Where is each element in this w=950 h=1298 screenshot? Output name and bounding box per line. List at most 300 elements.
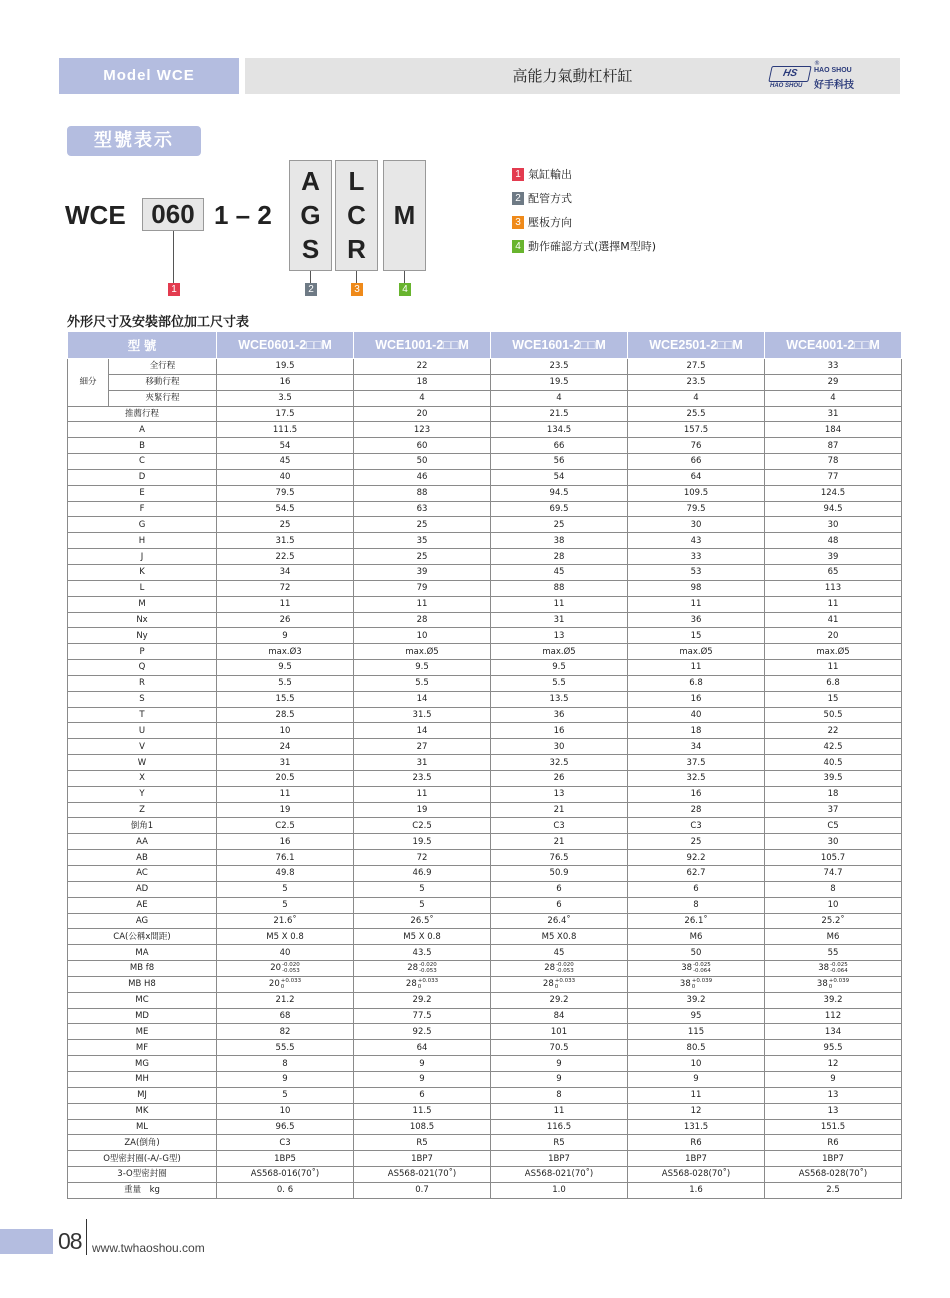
tolerance [281, 978, 301, 990]
cell-value: 28 [405, 979, 417, 990]
table-cell: 27.5 [628, 359, 765, 375]
row-label: E [68, 485, 217, 501]
table-cell: 95 [628, 1008, 765, 1024]
row-label: F [68, 501, 217, 517]
table-cell: 101 [491, 1024, 628, 1040]
table-cell: 68 [217, 1008, 354, 1024]
table-cell: 31.5 [217, 533, 354, 549]
table-cell: 134.5 [491, 422, 628, 438]
table-cell: 5 [354, 897, 491, 913]
table-cell: 19.5 [217, 359, 354, 375]
tolerance-upper: -0.020 [556, 961, 574, 968]
table-cell: 20 [354, 406, 491, 422]
table-cell: 50.9 [491, 866, 628, 882]
table-cell: 34 [217, 564, 354, 580]
table-cell: 79 [354, 580, 491, 596]
table-row [68, 596, 902, 612]
cell-value: 38 [816, 979, 828, 990]
table-cell: 98 [628, 580, 765, 596]
table-cell: 16 [217, 834, 354, 850]
tolerance-lower: 0 [828, 983, 833, 990]
table-cell: 50 [354, 454, 491, 470]
row-label: AD [68, 881, 217, 897]
table-cell: 33 [765, 359, 902, 375]
table-cell: 25.2˚ [765, 913, 902, 929]
table-cell: 39 [765, 549, 902, 565]
row-label: Y [68, 786, 217, 802]
table-cell: M6 [765, 929, 902, 945]
row-label: MG [68, 1056, 217, 1072]
table-cell: 10 [628, 1056, 765, 1072]
table-cell: 15 [628, 628, 765, 644]
table-cell: 82 [217, 1024, 354, 1040]
table-cell: 30 [765, 517, 902, 533]
table-cell: 25 [491, 517, 628, 533]
table-row [68, 802, 902, 818]
table-header-row [68, 332, 902, 359]
table-row [68, 390, 902, 406]
table-cell: 1BP7 [628, 1151, 765, 1167]
table-cell: 14 [354, 723, 491, 739]
table-row [68, 1151, 902, 1167]
table-cell: C3 [628, 818, 765, 834]
table-cell [354, 976, 491, 992]
table-row [68, 564, 902, 580]
logo-english-name: HAO SHOU [814, 67, 852, 74]
table-cell: 111.5 [217, 422, 354, 438]
row-label: W [68, 755, 217, 771]
tolerance [693, 962, 711, 974]
table-cell: 45 [491, 945, 628, 961]
row-label: M [68, 596, 217, 612]
table-row [68, 1008, 902, 1024]
cell-value: 28 [542, 979, 554, 990]
table-cell: 54 [217, 438, 354, 454]
table-cell: 11 [217, 596, 354, 612]
table-cell: 23.5 [628, 374, 765, 390]
table-cell: 11 [217, 786, 354, 802]
table-cell: 11 [765, 660, 902, 676]
table-cell: 53 [628, 564, 765, 580]
table-cell: 30 [491, 739, 628, 755]
table-cell: 37 [765, 802, 902, 818]
legend-text: 配管方式 [528, 192, 572, 205]
row-label: MA [68, 945, 217, 961]
table-cell: 64 [628, 469, 765, 485]
table-row [68, 660, 902, 676]
code-mid: 1 – 2 [214, 200, 272, 230]
table-row [68, 866, 902, 882]
row-label: V [68, 739, 217, 755]
table-row [68, 533, 902, 549]
table-cell: 6 [628, 881, 765, 897]
row-label: 推薦行程 [68, 406, 217, 422]
table-cell: 151.5 [765, 1119, 902, 1135]
table-cell: 37.5 [628, 755, 765, 771]
table-cell: 92.2 [628, 850, 765, 866]
table-cell: 4 [491, 390, 628, 406]
table-row [68, 374, 902, 390]
table-row [68, 1087, 902, 1103]
table-cell: 8 [217, 1056, 354, 1072]
tolerance-lower: -0.064 [830, 967, 848, 974]
table-cell: 9 [354, 1056, 491, 1072]
table-cell: 94.5 [491, 485, 628, 501]
badge-2: 2 [305, 283, 317, 296]
table-row [68, 1071, 902, 1087]
table-cell: 88 [491, 580, 628, 596]
table-cell: 77.5 [354, 1008, 491, 1024]
table-row [68, 485, 902, 501]
table-title: 外形尺寸及安裝部位加工尺寸表 [67, 315, 250, 330]
table-cell: 79.5 [217, 485, 354, 501]
table-cell: 5 [217, 881, 354, 897]
row-label: O型密封圈(-A/-G型) [68, 1151, 217, 1167]
table-cell: 32.5 [628, 770, 765, 786]
legend-badge: 3 [512, 216, 524, 229]
table-row [68, 422, 902, 438]
table-cell: 12 [628, 1103, 765, 1119]
table-row [68, 707, 902, 723]
page-number: 08 [58, 1228, 82, 1254]
table-cell: 16 [628, 786, 765, 802]
table-cell: 21.6˚ [217, 913, 354, 929]
table-cell: 88 [354, 485, 491, 501]
table-cell: R5 [354, 1135, 491, 1151]
row-label: MH [68, 1071, 217, 1087]
table-cell: 0.7 [354, 1182, 491, 1198]
tolerance [830, 962, 848, 974]
table-cell: 29.2 [354, 992, 491, 1008]
table-cell: 54 [491, 469, 628, 485]
table-row [68, 818, 902, 834]
table-cell: 15 [765, 691, 902, 707]
option-letter: C [347, 200, 366, 230]
table-cell: max.Ø5 [354, 644, 491, 660]
legend-text: 氣缸輸出 [528, 168, 572, 181]
table-row [68, 612, 902, 628]
table-cell: 22.5 [217, 549, 354, 565]
table-cell: 13.5 [491, 691, 628, 707]
table-cell: 14 [354, 691, 491, 707]
table-cell: 22 [765, 723, 902, 739]
table-cell: AS568-016(70˚) [217, 1167, 354, 1183]
tolerance-upper: +0.033 [417, 977, 439, 984]
table-row [68, 1135, 902, 1151]
table-cell: 19 [354, 802, 491, 818]
table-row [68, 992, 902, 1008]
cell-value: 20 [270, 963, 282, 974]
tolerance-upper: -0.020 [419, 961, 437, 968]
table-cell: M5 X 0.8 [217, 929, 354, 945]
table-cell: max.Ø5 [628, 644, 765, 660]
table-row [68, 1182, 902, 1198]
table-cell [765, 976, 902, 992]
table-row [68, 1119, 902, 1135]
table-cell: 45 [491, 564, 628, 580]
row-label: 移動行程 [109, 374, 217, 390]
table-cell: 131.5 [628, 1119, 765, 1135]
row-label: 重量 kg [68, 1182, 217, 1198]
table-cell: C2.5 [354, 818, 491, 834]
table-cell: 64 [354, 1040, 491, 1056]
header-model: WCE4001-2□□M [765, 332, 902, 359]
option-letter: S [301, 234, 320, 264]
table-cell: 26.5˚ [354, 913, 491, 929]
table-cell [491, 961, 628, 977]
table-cell: C2.5 [217, 818, 354, 834]
logo-subtext: HAO SHOU [770, 83, 803, 89]
table-cell: 35 [354, 533, 491, 549]
table-cell: M5 X0.8 [491, 929, 628, 945]
row-label: MF [68, 1040, 217, 1056]
tolerance-lower: -0.053 [419, 967, 437, 974]
table-cell: AS568-028(70˚) [628, 1167, 765, 1183]
table-row [68, 406, 902, 422]
table-cell: 76.5 [491, 850, 628, 866]
table-cell: 19 [217, 802, 354, 818]
table-cell: 9.5 [354, 660, 491, 676]
table-cell: 8 [491, 1087, 628, 1103]
table-cell: 60 [354, 438, 491, 454]
table-cell: 9 [217, 628, 354, 644]
footer-divider [86, 1219, 87, 1255]
table-row [68, 929, 902, 945]
table-cell: 6 [354, 1087, 491, 1103]
tolerance-upper: +0.039 [691, 977, 713, 984]
table-row [68, 691, 902, 707]
table-cell: 62.7 [628, 866, 765, 882]
table-cell: 16 [491, 723, 628, 739]
table-cell [354, 961, 491, 977]
header-model: WCE0601-2□□M [217, 332, 354, 359]
table-cell: 95.5 [765, 1040, 902, 1056]
tolerance-upper: -0.025 [693, 961, 711, 968]
table-cell: 123 [354, 422, 491, 438]
table-cell: C3 [217, 1135, 354, 1151]
table-cell: 31.5 [354, 707, 491, 723]
option-column-sensor [383, 160, 426, 271]
table-cell: 15.5 [217, 691, 354, 707]
table-cell: 18 [765, 786, 902, 802]
tolerance [556, 962, 574, 974]
table-cell: M5 X 0.8 [354, 929, 491, 945]
table-cell: 11 [628, 1087, 765, 1103]
table-cell: 16 [217, 374, 354, 390]
table-cell: 26.4˚ [491, 913, 628, 929]
tolerance-lower: 0 [280, 983, 285, 990]
table-cell: 28.5 [217, 707, 354, 723]
table-cell [628, 961, 765, 977]
badge-3: 3 [351, 283, 363, 296]
table-cell: 77 [765, 469, 902, 485]
table-cell: 6 [491, 881, 628, 897]
option-column-port [335, 160, 378, 271]
row-label: Q [68, 660, 217, 676]
table-cell: 41 [765, 612, 902, 628]
row-label: ZA(倒角) [68, 1135, 217, 1151]
table-cell: 84 [491, 1008, 628, 1024]
table-cell: 94.5 [765, 501, 902, 517]
table-cell: 29 [765, 374, 902, 390]
tolerance-lower: 0 [691, 983, 696, 990]
table-row [68, 739, 902, 755]
row-label: G [68, 517, 217, 533]
table-cell: 11 [491, 596, 628, 612]
table-cell: 13 [491, 628, 628, 644]
table-cell: 56 [491, 454, 628, 470]
table-cell: 124.5 [765, 485, 902, 501]
table-cell: 1.6 [628, 1182, 765, 1198]
table-cell: 69.5 [491, 501, 628, 517]
table-cell: 3.5 [217, 390, 354, 406]
row-label: Ny [68, 628, 217, 644]
table-cell: 10 [217, 1103, 354, 1119]
tolerance-lower: -0.053 [282, 967, 300, 974]
table-cell: 18 [354, 374, 491, 390]
table-cell: 30 [628, 517, 765, 533]
row-label: 倒角1 [68, 818, 217, 834]
table-cell: 39 [354, 564, 491, 580]
tolerance-lower: -0.053 [556, 967, 574, 974]
table-cell: 48 [765, 533, 902, 549]
table-row [68, 628, 902, 644]
row-label: U [68, 723, 217, 739]
table-cell: 11 [628, 596, 765, 612]
header-bar [245, 58, 900, 94]
page-title: 高能力氣動杠杆缸 [512, 67, 633, 85]
row-label: S [68, 691, 217, 707]
table-row [68, 1040, 902, 1056]
tolerance [829, 978, 849, 990]
table-cell: 112 [765, 1008, 902, 1024]
tolerance-lower: -0.064 [693, 967, 711, 974]
row-label: L [68, 580, 217, 596]
table-row [68, 580, 902, 596]
table-cell: 20.5 [217, 770, 354, 786]
table-cell: 25 [354, 517, 491, 533]
table-row [68, 850, 902, 866]
table-cell: 72 [354, 850, 491, 866]
table-cell: AS568-028(70˚) [765, 1167, 902, 1183]
table-cell: 108.5 [354, 1119, 491, 1135]
table-row [68, 786, 902, 802]
table-cell: 55.5 [217, 1040, 354, 1056]
table-cell: C5 [765, 818, 902, 834]
table-cell: max.Ø5 [491, 644, 628, 660]
table-cell: 40 [217, 469, 354, 485]
table-cell: 55 [765, 945, 902, 961]
table-cell: 2.5 [765, 1182, 902, 1198]
tolerance-upper: +0.033 [280, 977, 302, 984]
row-label: ML [68, 1119, 217, 1135]
table-cell: C3 [491, 818, 628, 834]
model-label: Model WCE [59, 58, 239, 94]
table-cell: 63 [354, 501, 491, 517]
table-cell: 65 [765, 564, 902, 580]
table-cell: 50 [628, 945, 765, 961]
table-cell: 31 [765, 406, 902, 422]
table-cell: 74.7 [765, 866, 902, 882]
table-cell: 4 [628, 390, 765, 406]
option-letter: L [348, 166, 365, 196]
legend-text: 動作確認方式(選擇M型時) [528, 240, 657, 253]
row-group-label: 細分 [68, 359, 109, 407]
row-label: AA [68, 834, 217, 850]
tolerance [692, 978, 712, 990]
row-label: K [68, 564, 217, 580]
option-letter: M [393, 200, 416, 230]
tolerance [419, 962, 437, 974]
table-cell: 13 [765, 1087, 902, 1103]
table-cell [765, 961, 902, 977]
table-cell [491, 976, 628, 992]
code-size-box: 060 [142, 198, 204, 231]
tolerance-upper: -0.025 [830, 961, 848, 968]
row-label: D [68, 469, 217, 485]
table-cell: 21 [491, 802, 628, 818]
table-row [68, 549, 902, 565]
table-row [68, 913, 902, 929]
table-cell: M6 [628, 929, 765, 945]
table-cell: 5 [217, 1087, 354, 1103]
table-cell: 21.2 [217, 992, 354, 1008]
table-row [68, 961, 902, 977]
table-cell: 42.5 [765, 739, 902, 755]
table-cell [217, 961, 354, 977]
logo-registered: ® [814, 60, 820, 67]
row-label: J [68, 549, 217, 565]
row-label: MJ [68, 1087, 217, 1103]
table-row [68, 770, 902, 786]
row-label: MK [68, 1103, 217, 1119]
table-cell: AS568-021(70˚) [354, 1167, 491, 1183]
row-label: Nx [68, 612, 217, 628]
table-cell: 21.5 [491, 406, 628, 422]
table-cell: 115 [628, 1024, 765, 1040]
code-prefix: WCE [65, 200, 126, 230]
table-cell: 1BP7 [354, 1151, 491, 1167]
row-label: C [68, 454, 217, 470]
table-cell: 5 [217, 897, 354, 913]
row-label: AE [68, 897, 217, 913]
table-row [68, 881, 902, 897]
table-cell: 28 [628, 802, 765, 818]
legend-badge: 2 [512, 192, 524, 205]
tolerance [282, 962, 300, 974]
table-cell: 26.1˚ [628, 913, 765, 929]
tolerance-upper: +0.039 [828, 977, 850, 984]
table-cell: 9.5 [491, 660, 628, 676]
table-cell: 113 [765, 580, 902, 596]
table-row [68, 501, 902, 517]
table-cell: max.Ø3 [217, 644, 354, 660]
table-cell: 26 [217, 612, 354, 628]
table-cell: 12 [765, 1056, 902, 1072]
table-cell: 78 [765, 454, 902, 470]
table-cell: 30 [765, 834, 902, 850]
table-cell: 20 [765, 628, 902, 644]
table-cell: 49.8 [217, 866, 354, 882]
tolerance [555, 978, 575, 990]
table-cell: 96.5 [217, 1119, 354, 1135]
row-label: MC [68, 992, 217, 1008]
table-cell: 17.5 [217, 406, 354, 422]
table-row [68, 723, 902, 739]
table-row [68, 1103, 902, 1119]
table-cell: 29.2 [491, 992, 628, 1008]
row-label: X [68, 770, 217, 786]
